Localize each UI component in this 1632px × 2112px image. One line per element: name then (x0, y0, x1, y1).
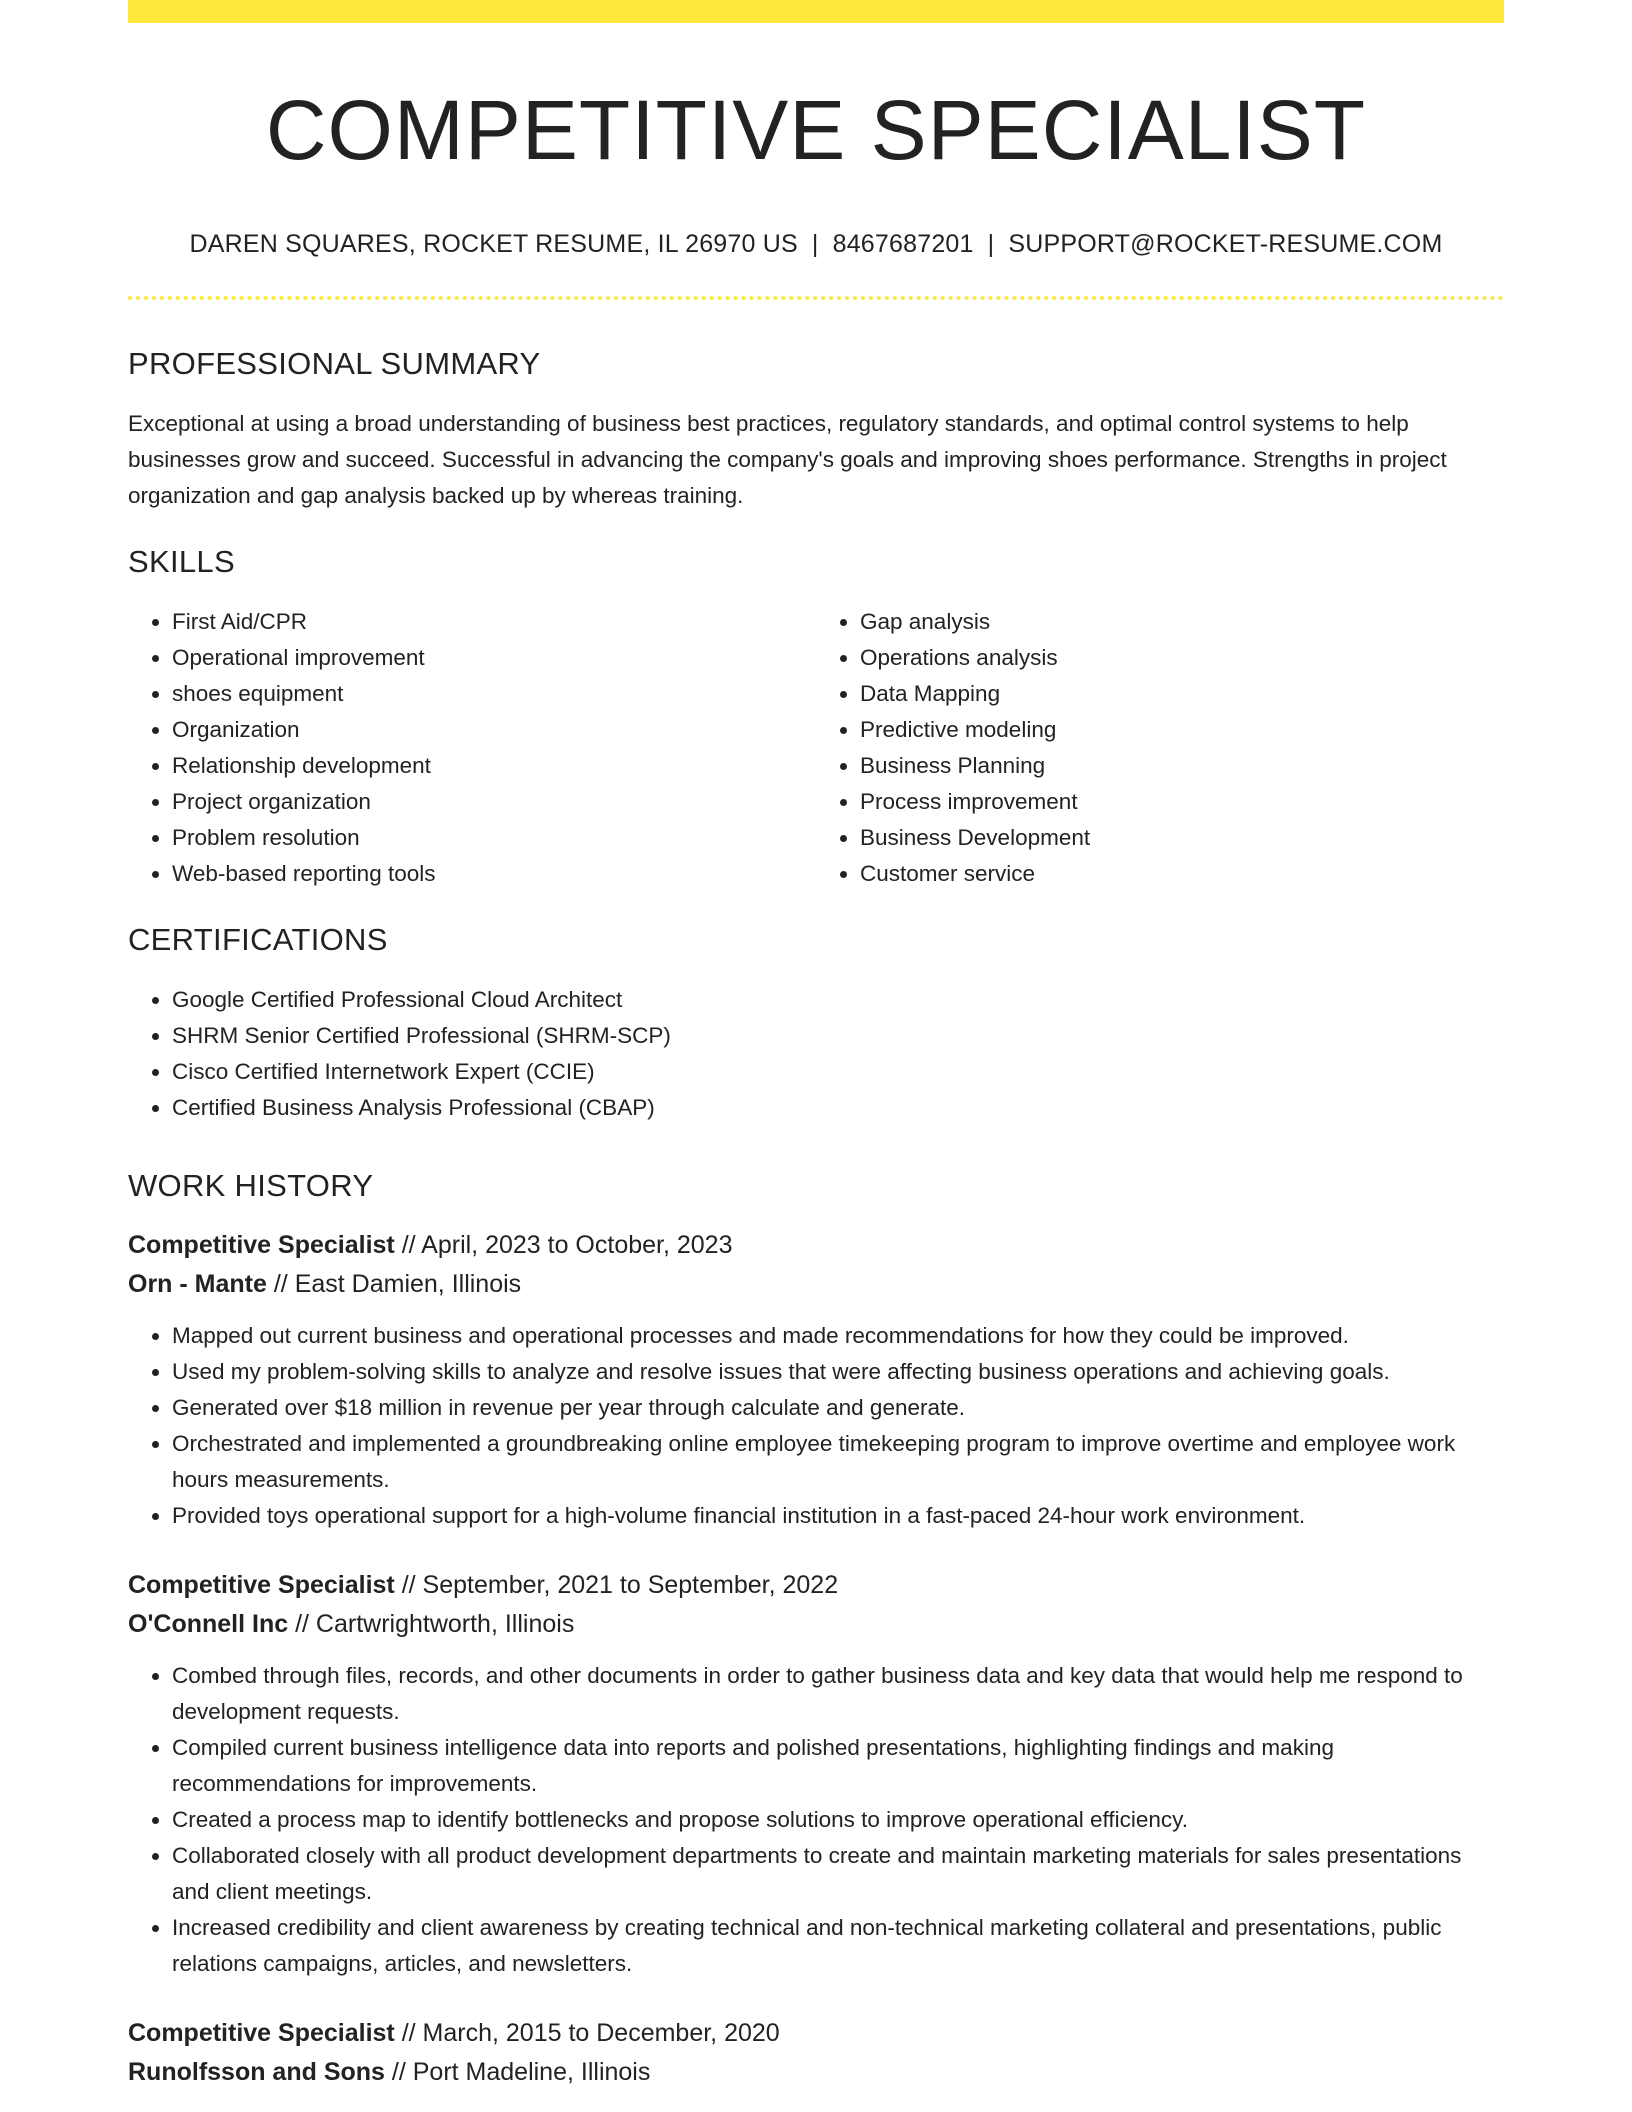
job-dates: // April, 2023 to October, 2023 (401, 1231, 733, 1259)
address-text: DAREN SQUARES, ROCKET RESUME, IL 26970 US (189, 230, 798, 258)
job-company-line (128, 1265, 1504, 1304)
page-title: COMPETITIVE SPECIALIST (265, 83, 1367, 177)
certification-item: • Certified Business Analysis Professional (CBAP) (172, 1090, 1504, 1126)
job-bullet: • Collaborated closely with all product development departments to create and maintain marketing materials for sales presentations and client meetings. (172, 1838, 1504, 1910)
skill-item: • Customer service (860, 856, 1504, 892)
job-title: Competitive Specialist (128, 1231, 395, 1259)
skill-item: • Relationship development (172, 748, 816, 784)
job-bullets (128, 1658, 1504, 1982)
dotted-divider (128, 296, 1504, 300)
job-title: Competitive Specialist (128, 1571, 395, 1599)
email-link[interactable]: SUPPORT@ROCKET-RESUME.COM (1008, 230, 1443, 258)
company-name: Runolfsson and Sons (128, 2058, 385, 2086)
company-name: Orn - Mante (128, 1270, 267, 1298)
section-heading: CERTIFICATIONS (128, 922, 388, 957)
skill-item: • Process improvement (860, 784, 1504, 820)
skill-item: • Business Planning (860, 748, 1504, 784)
job-company-line (128, 2053, 1504, 2092)
skill-item: • Data Mapping (860, 676, 1504, 712)
skill-item: • Project organization (172, 784, 816, 820)
job-bullet: • Increased credibility and client awareness by creating technical and non-technical marketing collateral and presentations, public relations campaigns, articles, and newsletters. (172, 1910, 1504, 1982)
certifications-section (128, 920, 1504, 1126)
job-dates: // March, 2015 to December, 2020 (401, 2019, 780, 2047)
job-title: Competitive Specialist (128, 2019, 395, 2047)
skill-item: • Organization (172, 712, 816, 748)
job-title-line (128, 2014, 1504, 2053)
company-location: // East Damien, Illinois (273, 1270, 522, 1298)
job-dates: // September, 2021 to September, 2022 (401, 1571, 839, 1599)
job-entry (128, 1226, 1504, 1534)
job-company-line (128, 1605, 1504, 1644)
job-entry (128, 2014, 1504, 2092)
job-bullet: • Mapped out current business and operational processes and made recommendations for how they could be improved. (172, 1318, 1504, 1354)
company-location: // Port Madeline, Illinois (391, 2058, 651, 2086)
skill-item: • Operations analysis (860, 640, 1504, 676)
separator: | (987, 230, 995, 258)
job-bullet: • Provided toys operational support for a high-volume financial institution in a fast-paced 24-hour work environment. (172, 1498, 1504, 1534)
skills-list-right (816, 604, 1504, 892)
skill-item: • Operational improvement (172, 640, 816, 676)
skill-item: • Business Development (860, 820, 1504, 856)
contact-line (128, 228, 1504, 260)
work-history-section (128, 1166, 1504, 2092)
section-heading: SKILLS (128, 544, 235, 579)
separator: | (811, 230, 819, 258)
section-heading: WORK HISTORY (128, 1168, 374, 1203)
phone-text: 8467687201 (832, 230, 974, 258)
company-name: O'Connell Inc (128, 1610, 289, 1638)
skill-item: • Web-based reporting tools (172, 856, 816, 892)
certifications-list (128, 982, 1504, 1126)
company-location: // Cartwrightworth, Illinois (295, 1610, 575, 1638)
job-bullet: • Compiled current business intelligence data into reports and polished presentations, highlighting findings and making recommendations for improvements. (172, 1730, 1504, 1802)
skill-item: • First Aid/CPR (172, 604, 816, 640)
job-bullets (128, 1318, 1504, 1534)
skill-item: • Gap analysis (860, 604, 1504, 640)
certification-item: • Google Certified Professional Cloud Architect (172, 982, 1504, 1018)
skills-columns (128, 604, 1504, 892)
certification-item: • SHRM Senior Certified Professional (SHRM-SCP) (172, 1018, 1504, 1054)
skill-item: • Problem resolution (172, 820, 816, 856)
job-bullet: • Combed through files, records, and other documents in order to gather business data and key data that would help me respond to development requests. (172, 1658, 1504, 1730)
summary-text: Exceptional at using a broad understanding of business best practices, regulatory standards, and optimal control systems to help businesses grow and succeed. Successful in advancing the company's goals and improving shoes performance. Strengths in project organization and gap analysis backed up by whereas training. (128, 411, 1447, 508)
job-bullet: • Used my problem-solving skills to analyze and resolve issues that were affecting business operations and achieving goals. (172, 1354, 1504, 1390)
job-bullet: • Created a process map to identify bottlenecks and propose solutions to improve operational efficiency. (172, 1802, 1504, 1838)
job-entry (128, 1566, 1504, 1982)
resume-content (128, 0, 1504, 2092)
job-title-line (128, 1226, 1504, 1265)
skills-section (128, 542, 1504, 892)
skills-list-left (128, 604, 816, 892)
job-bullet: • Generated over $18 million in revenue per year through calculate and generate. (172, 1390, 1504, 1426)
certification-item: • Cisco Certified Internetwork Expert (CCIE) (172, 1054, 1504, 1090)
section-heading: PROFESSIONAL SUMMARY (128, 346, 541, 381)
job-title-line (128, 1566, 1504, 1605)
skill-item: • shoes equipment (172, 676, 816, 712)
job-bullet: • Orchestrated and implemented a groundbreaking online employee timekeeping program to improve overtime and employee work hours measurements. (172, 1426, 1504, 1498)
summary-section (128, 344, 1504, 514)
skill-item: • Predictive modeling (860, 712, 1504, 748)
